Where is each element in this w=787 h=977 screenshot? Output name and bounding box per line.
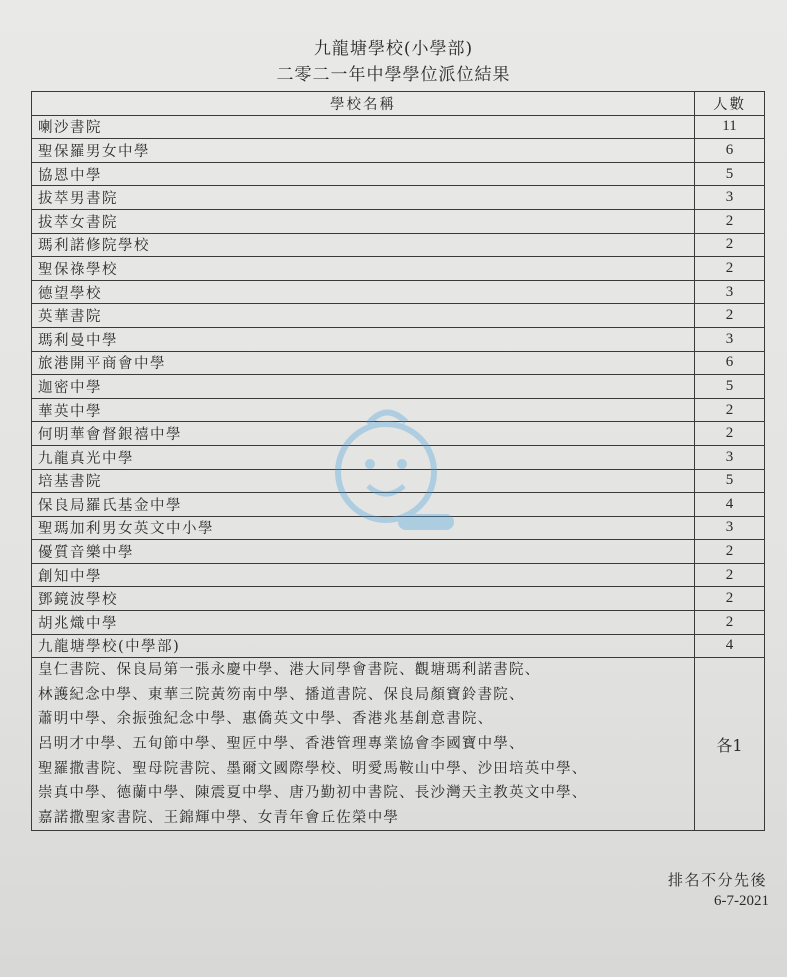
table-row xyxy=(32,304,765,328)
student-count-cell: 6 xyxy=(695,351,765,375)
student-count-cell: 2 xyxy=(695,398,765,422)
school-name-cell: 聖保祿學校 xyxy=(32,257,695,281)
school-name-cell: 拔萃男書院 xyxy=(32,186,695,210)
table-row-others xyxy=(32,658,765,831)
school-name-cell: 何明華會督銀禧中學 xyxy=(32,422,695,446)
table-row xyxy=(32,375,765,399)
table-row xyxy=(32,634,765,658)
other-schools-line: 蕭明中學、余振強紀念中學、惠僑英文中學、香港兆基創意書院、 xyxy=(38,711,494,728)
table-row xyxy=(32,351,765,375)
school-name-cell: 培基書院 xyxy=(32,469,695,493)
student-count-cell: 2 xyxy=(695,257,765,281)
table-row xyxy=(32,327,765,351)
school-name-cell: 旅港開平商會中學 xyxy=(32,351,695,375)
table-row xyxy=(32,209,765,233)
student-count-cell: 2 xyxy=(695,304,765,328)
other-schools-line: 林護紀念中學、東華三院黃笏南中學、播道書院、保良局顏寶鈴書院、 xyxy=(38,686,525,703)
school-name-cell: 保良局羅氏基金中學 xyxy=(32,493,695,517)
school-name-cell: 瑪利曼中學 xyxy=(32,327,695,351)
ranking-note: 排名不分先後 xyxy=(667,871,767,889)
other-schools-count: 各1 xyxy=(695,658,765,831)
student-count-cell: 4 xyxy=(695,634,765,658)
table-row xyxy=(32,587,765,611)
school-name-cell: 德望學校 xyxy=(32,280,695,304)
document-subtitle: 二零二一年中學學位派位結果 xyxy=(276,65,511,85)
other-schools-cell xyxy=(32,658,695,831)
student-count-cell: 2 xyxy=(695,540,765,564)
school-name-cell: 聖瑪加利男女英文中小學 xyxy=(32,516,695,540)
school-name-cell: 喇沙書院 xyxy=(32,115,695,139)
table-row xyxy=(32,233,765,257)
table-header-row xyxy=(32,92,765,116)
student-count-cell: 4 xyxy=(695,493,765,517)
table-row xyxy=(32,611,765,635)
school-name-cell: 優質音樂中學 xyxy=(32,540,695,564)
document-date: 6-7-2021 xyxy=(714,893,769,909)
student-count-cell: 2 xyxy=(695,233,765,257)
school-name-cell: 協恩中學 xyxy=(32,162,695,186)
student-count-cell: 2 xyxy=(695,422,765,446)
table-row xyxy=(32,563,765,587)
table-row xyxy=(32,280,765,304)
student-count-cell: 2 xyxy=(695,209,765,233)
student-count-cell: 3 xyxy=(695,280,765,304)
column-header-count: 人數 xyxy=(695,92,765,116)
other-schools-line: 崇真中學、德蘭中學、陳震夏中學、唐乃勤初中書院、長沙灣天主教英文中學、 xyxy=(38,785,588,802)
column-header-school: 學校名稱 xyxy=(32,92,695,116)
student-count-cell: 2 xyxy=(695,587,765,611)
other-schools-line: 聖羅撒書院、聖母院書院、墨爾文國際學校、明愛馬鞍山中學、沙田培英中學、 xyxy=(38,760,588,777)
school-name-cell: 聖保羅男女中學 xyxy=(32,139,695,163)
student-count-cell: 5 xyxy=(695,375,765,399)
student-count-cell: 5 xyxy=(695,469,765,493)
table-row xyxy=(32,186,765,210)
school-name-cell: 華英中學 xyxy=(32,398,695,422)
school-name-cell: 創知中學 xyxy=(32,563,695,587)
student-count-cell: 2 xyxy=(695,611,765,635)
document-title: 九龍塘學校(小學部) xyxy=(313,39,474,59)
school-name-cell: 鄧鏡波學校 xyxy=(32,587,695,611)
school-name-cell: 胡兆熾中學 xyxy=(32,611,695,635)
table-row xyxy=(32,115,765,139)
student-count-cell: 3 xyxy=(695,516,765,540)
other-schools-line: 嘉諾撒聖家書院、王錦輝中學、女青年會丘佐榮中學 xyxy=(38,809,400,826)
student-count-cell: 3 xyxy=(695,445,765,469)
student-count-cell: 11 xyxy=(695,115,765,139)
table-row xyxy=(32,257,765,281)
school-name-cell: 瑪利諾修院學校 xyxy=(32,233,695,257)
other-schools-line: 皇仁書院、保良局第一張永慶中學、港大同學會書院、觀塘瑪利諾書院、 xyxy=(38,662,541,679)
student-count-cell: 5 xyxy=(695,162,765,186)
other-schools-line: 呂明才中學、五旬節中學、聖匠中學、香港管理專業協會李國寶中學、 xyxy=(38,736,525,753)
student-count-cell: 6 xyxy=(695,139,765,163)
school-name-cell: 迦密中學 xyxy=(32,375,695,399)
baby-face-logo-icon xyxy=(328,402,458,552)
student-count-cell: 3 xyxy=(695,327,765,351)
school-name-cell: 英華書院 xyxy=(32,304,695,328)
student-count-cell: 2 xyxy=(695,563,765,587)
school-name-cell: 九龍塘學校(中學部) xyxy=(32,634,695,658)
table-row xyxy=(32,162,765,186)
table-row xyxy=(32,139,765,163)
school-name-cell: 拔萃女書院 xyxy=(32,209,695,233)
school-name-cell: 九龍真光中學 xyxy=(32,445,695,469)
student-count-cell: 3 xyxy=(695,186,765,210)
